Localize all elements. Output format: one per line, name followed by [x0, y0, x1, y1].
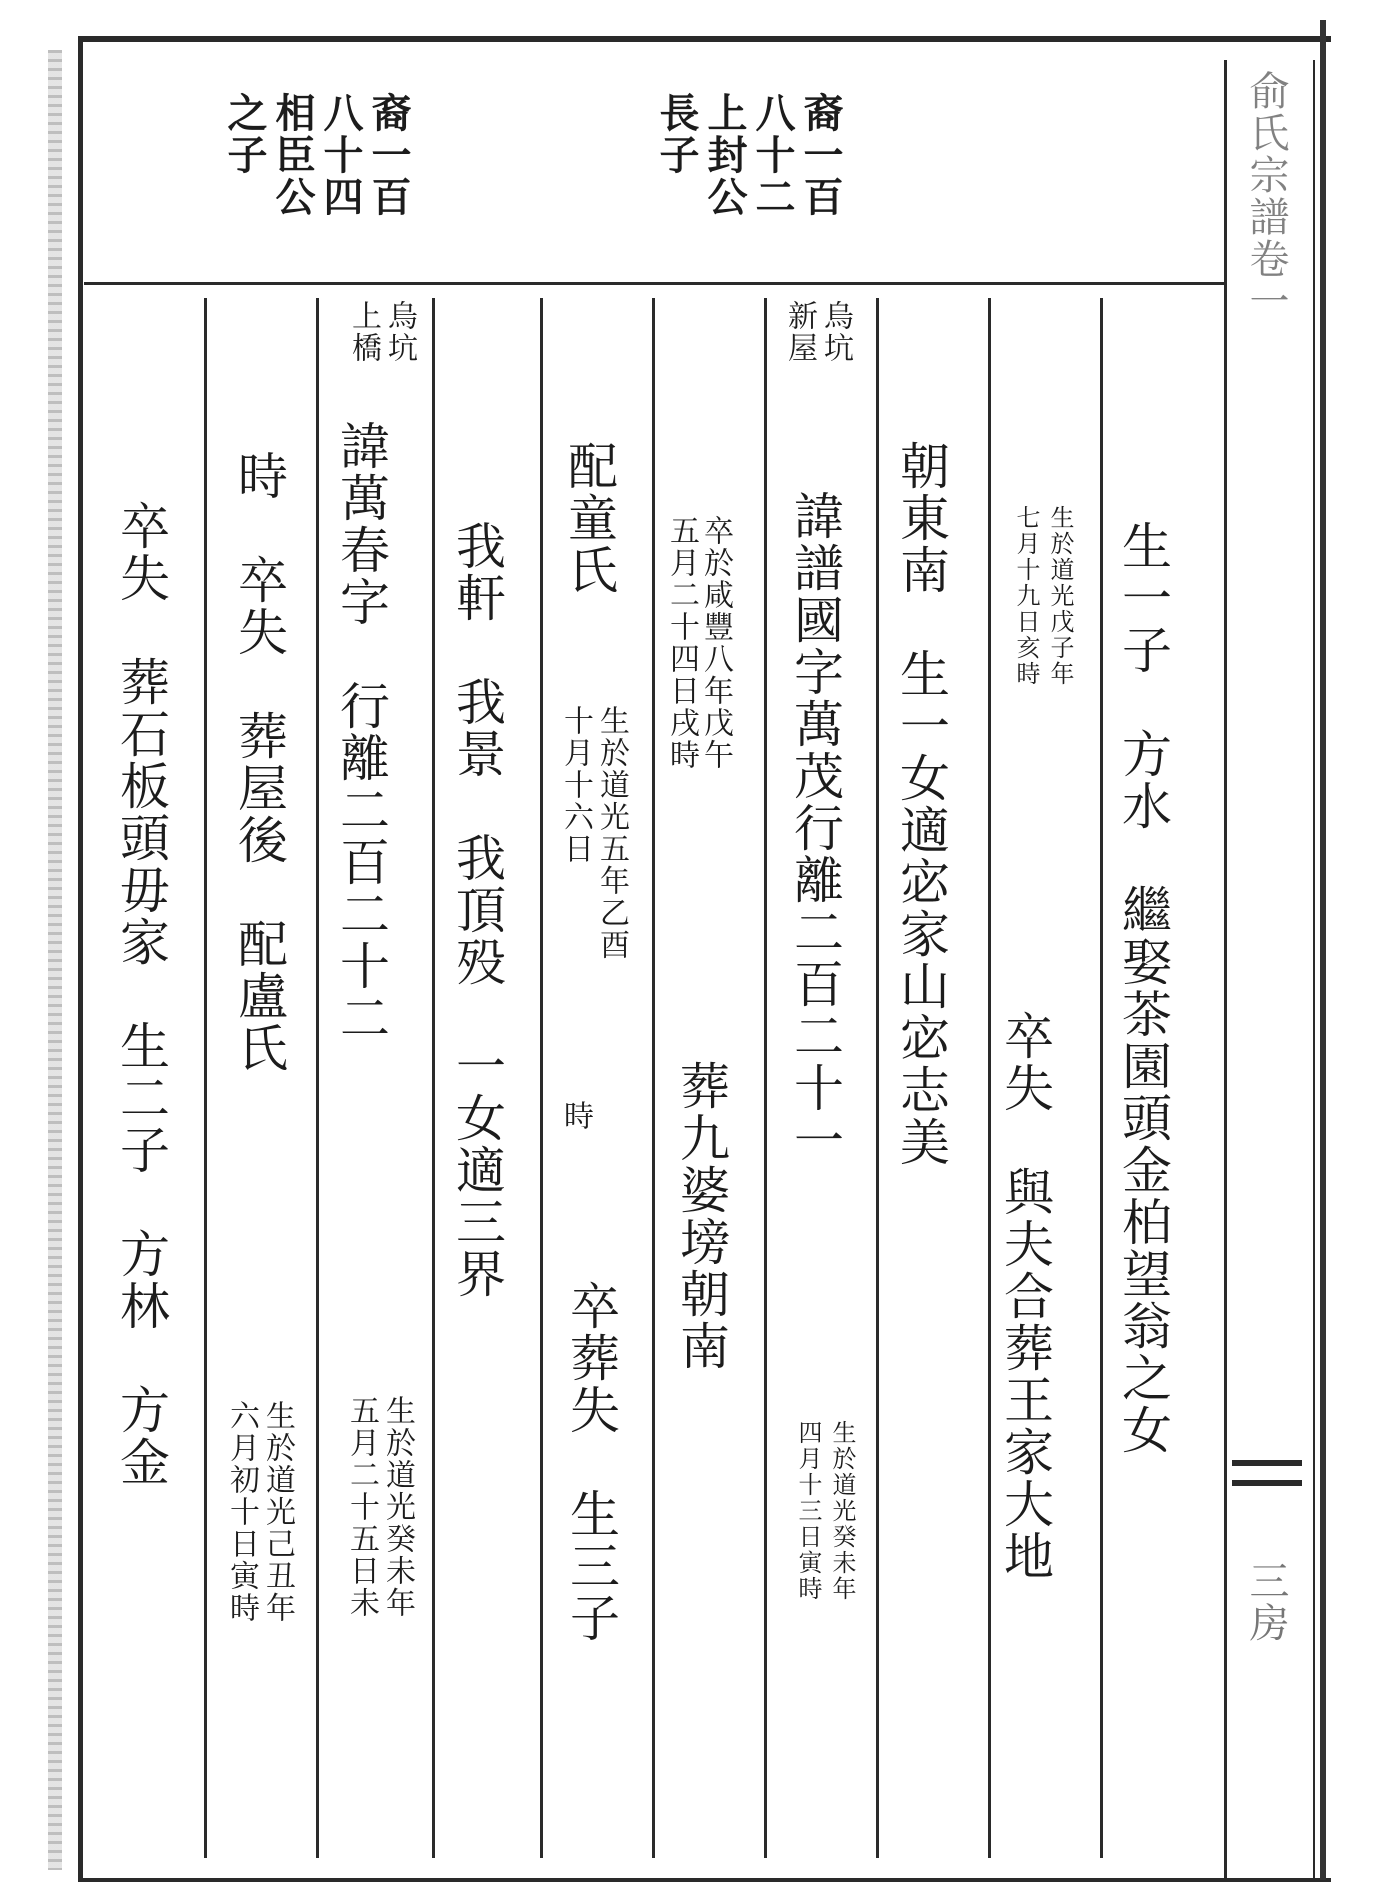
column-8-place-b: 上橋 [346, 300, 381, 364]
column-9-birth-b: 六月初十日寅時 [224, 1400, 259, 1624]
column-8-text: 諱萬春字 行離二百二十二 [332, 420, 390, 1044]
outer-right-border [1320, 20, 1326, 1880]
header-a-line1: 裔一百 [365, 92, 412, 218]
column-rule [764, 298, 767, 1858]
column-10-text: 卒失 葬石板頭毋家 生二子 方林 方金 [112, 500, 170, 1488]
header-b-line3: 上封公 [701, 92, 748, 218]
column-6-birth-a: 生於道光五年乙酉 [594, 705, 629, 961]
column-8-birth-a: 生於道光癸未年 [380, 1395, 415, 1619]
header-a-line4: 之子 [221, 92, 268, 176]
column-6-spouse: 配童氏 [560, 440, 618, 596]
column-2-birth-a: 生於道光戊子年 [1046, 505, 1074, 687]
column-9-text: 時 卒失 葬屋後 配盧氏 [230, 450, 288, 1074]
column-5-death-a: 卒於咸豐八年戊午 [698, 515, 733, 771]
column-rule [652, 298, 655, 1858]
column-4-place-a: 烏坑 [818, 300, 853, 364]
column-6-text: 卒葬失 生三子 [562, 1280, 620, 1644]
fishtail-mark [1232, 1480, 1302, 1486]
column-rule [1100, 298, 1103, 1858]
column-1-text: 生一子 方水 繼娶茶園頭金柏望翁之女 [1114, 520, 1172, 1456]
header-a-line3: 相臣公 [269, 92, 316, 218]
column-3-text: 朝東南 生一女適宓家山宓志美 [892, 440, 950, 1168]
column-rule [316, 298, 319, 1858]
column-6-birth-b: 十月十六日 [558, 705, 593, 865]
column-4-birth-b: 四月十三日寅時 [794, 1420, 822, 1602]
header-b-line2: 八十二 [749, 92, 796, 218]
column-rule [988, 298, 991, 1858]
fishtail-mark [1232, 1460, 1302, 1466]
header-a-line2: 八十四 [317, 92, 364, 218]
spine-label: 三房 [1243, 1560, 1289, 1644]
column-rule [876, 298, 879, 1858]
column-2-text: 卒失 與夫合葬王家大地 [996, 1010, 1054, 1582]
column-rule [204, 298, 207, 1858]
header-b-line1: 裔一百 [797, 92, 844, 218]
column-2-birth-b: 七月十九日亥時 [1012, 505, 1040, 687]
column-4-birth-a: 生於道光癸未年 [828, 1420, 856, 1602]
column-9-birth-a: 生於道光己丑年 [260, 1400, 295, 1624]
column-6-time: 時 [558, 1100, 593, 1132]
column-4-text: 諱譜國字萬茂行離二百二十一 [786, 490, 844, 1166]
binding-gutter [48, 50, 62, 1870]
column-7-text: 我軒 我景 我頂殁 一女適三界 [448, 520, 506, 1300]
column-rule [540, 298, 543, 1858]
column-5-death-b: 五月二十四日戌時 [664, 515, 699, 771]
column-8-place-a: 烏坑 [382, 300, 417, 364]
column-8-birth-b: 五月二十五日未 [344, 1395, 379, 1619]
column-4-place-b: 新屋 [782, 300, 817, 364]
header-b-line4: 長子 [653, 92, 700, 176]
column-rule [432, 298, 435, 1858]
spine-title: 俞氏宗譜卷一 [1243, 70, 1289, 322]
header-divider [84, 282, 1224, 285]
column-5-text: 葬九婆塝朝南 [672, 1060, 730, 1372]
